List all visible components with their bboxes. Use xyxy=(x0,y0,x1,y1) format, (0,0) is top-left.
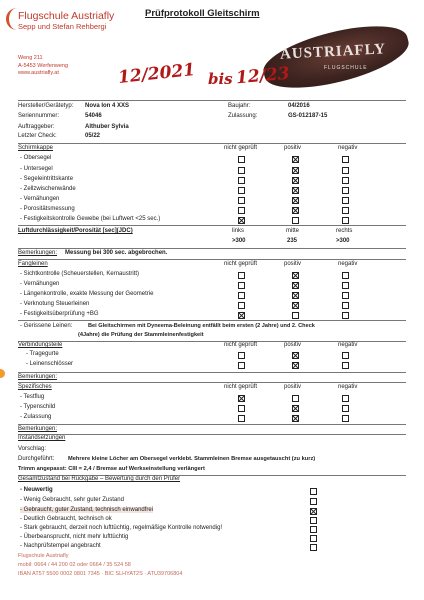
checkbox-not-checked[interactable] xyxy=(238,362,245,369)
company-address xyxy=(18,55,68,78)
type-value: Nova Ion 4 XXS xyxy=(85,103,130,109)
proposal-label: Vorschlag: xyxy=(18,446,47,452)
checkbox-not-checked[interactable] xyxy=(238,415,245,422)
header-not-checked: nicht geprüft xyxy=(224,145,258,151)
handwritten-date-to: 12/23 xyxy=(235,63,291,89)
checkbox-positive[interactable] xyxy=(292,395,299,402)
checkbox-positive[interactable] xyxy=(292,197,299,204)
section-title-overall: Gesamtzustand bei Rückgabe – Bewertung durch den Prüfer xyxy=(18,476,181,482)
header-positive: positiv xyxy=(284,261,302,267)
row-label: - Leinenschlösser xyxy=(26,361,74,367)
row-label: - Porositätsmessung xyxy=(20,206,75,212)
checkbox-positive[interactable] xyxy=(292,405,299,412)
divider xyxy=(18,382,406,383)
header-positive: positiv xyxy=(284,145,302,151)
row-label: - Segeleintrittskante xyxy=(20,176,74,182)
checkbox-negative[interactable] xyxy=(342,177,349,184)
footer-company: Flugschule Austriafly xyxy=(18,553,69,559)
document-title: Prüfprotokoll Gleitschirm xyxy=(145,8,260,19)
section-title-verbindungsteile: Verbindungsteile xyxy=(18,342,63,348)
checkbox-negative[interactable] xyxy=(342,217,349,224)
checkbox-positive[interactable] xyxy=(292,217,299,224)
header-not-checked: nicht geprüft xyxy=(224,261,258,267)
logo-text: AUSTRIAFLY xyxy=(279,41,387,63)
checkbox-not-checked[interactable] xyxy=(238,167,245,174)
overall-checkbox[interactable] xyxy=(310,535,317,542)
checkbox-positive[interactable] xyxy=(292,415,299,422)
checkbox-positive[interactable] xyxy=(292,272,299,279)
row-label: - Zulassung xyxy=(20,414,52,420)
checkbox-not-checked[interactable] xyxy=(238,272,245,279)
checkbox-negative[interactable] xyxy=(342,415,349,422)
trim-text: Trimm angepasst: CIII = 2,4 / Bremse auf Werkseinstellung verlängert xyxy=(18,466,205,472)
lastcheck-label: Letzter Check: xyxy=(18,133,57,139)
checkbox-negative[interactable] xyxy=(342,167,349,174)
overall-checkbox[interactable] xyxy=(310,498,317,505)
remarks-text: Messung bei 300 sec. abgebrochen. xyxy=(65,250,168,256)
checkbox-not-checked[interactable] xyxy=(238,197,245,204)
company-subtitle: Sepp und Stefan Rehbergi xyxy=(18,22,107,31)
checkbox-negative[interactable] xyxy=(342,156,349,163)
row-label: - Längenkontrolle, exakte Messung der Geometrie xyxy=(20,291,154,297)
address-line: A-5453 Werfenweng xyxy=(18,62,69,69)
porosity-value-middle: 235 xyxy=(287,238,298,244)
checkbox-not-checked[interactable] xyxy=(238,156,245,163)
checkbox-positive[interactable] xyxy=(292,312,299,319)
footer-bank: IBAN AT57 5500 0002 0801 7345 · BIC SLHYAT2S · ATU39706804 xyxy=(18,571,183,577)
address-line: Weng 211 xyxy=(18,55,43,61)
checkbox-not-checked[interactable] xyxy=(238,312,245,319)
checkbox-negative[interactable] xyxy=(342,282,349,289)
overall-row-label: - Neuwertig xyxy=(20,487,53,493)
client-label: Auftraggeber: xyxy=(18,124,55,130)
overall-row-label: - Nachprüfstempel angebracht xyxy=(20,543,101,549)
checkbox-positive[interactable] xyxy=(292,156,299,163)
overall-checkbox[interactable] xyxy=(310,488,317,495)
overall-checkbox[interactable] xyxy=(310,517,317,524)
remarks-label: Bemerkungen: xyxy=(18,374,58,380)
row-label: - Sichtkontrolle (Scheuerstellen, Kernaustritt) xyxy=(20,271,140,277)
company-name: Flugschule Austriafly xyxy=(18,10,115,22)
checkbox-not-checked[interactable] xyxy=(238,292,245,299)
checkbox-negative[interactable] xyxy=(342,352,349,359)
row-label: - Typenschild xyxy=(20,404,56,410)
remarks-label: Bemerkungen: xyxy=(18,426,58,432)
section-title-fangleinen: Fangleinen xyxy=(18,261,48,267)
header-negative: negativ xyxy=(338,261,358,267)
header-positive: positiv xyxy=(284,342,302,348)
lastcheck-value: 05/22 xyxy=(85,133,101,139)
checkbox-positive[interactable] xyxy=(292,177,299,184)
row-label: - Tragegurte xyxy=(26,351,59,357)
checkbox-negative[interactable] xyxy=(342,395,349,402)
approval-label: Zulassung: xyxy=(228,113,258,119)
checkbox-positive[interactable] xyxy=(292,302,299,309)
divider xyxy=(18,259,406,260)
header-negative: negativ xyxy=(338,145,358,151)
handwritten-date-from: 12/2021 xyxy=(117,60,197,88)
row-label: - Vernähungen xyxy=(20,196,60,202)
row-label: - Vernähungen xyxy=(20,281,60,287)
row-label: - Festigkeitsüberprüfung +BG xyxy=(20,311,99,317)
section-title-schirmkappe: Schirmkappe xyxy=(18,145,54,151)
checkbox-not-checked[interactable] xyxy=(238,207,245,214)
done-label: Durchgeführt: xyxy=(18,456,55,462)
divider xyxy=(18,225,406,226)
porosity-value-left: >300 xyxy=(232,238,246,244)
binder-hole xyxy=(0,369,5,378)
divider xyxy=(18,248,406,249)
checkbox-positive[interactable] xyxy=(292,167,299,174)
row-label: - Festigkeitskontrolle Gewebe (bei Luftwert <25 sec.) xyxy=(20,216,161,222)
footer-phone: mobil: 0664 / 44 200 02 oder 0664 / 35 524 58 xyxy=(18,562,131,568)
year-label: Baujahr: xyxy=(228,103,251,109)
handwritten-bis: bis xyxy=(208,70,233,88)
overall-row-label: - Deutlich Gebraucht, technisch ok xyxy=(20,516,112,522)
divider xyxy=(18,434,406,435)
checkbox-positive[interactable] xyxy=(292,292,299,299)
checkbox-not-checked[interactable] xyxy=(238,177,245,184)
header-negative: negativ xyxy=(338,342,358,348)
overall-row-label: - Stark gebraucht, derzeit noch lufttüchtig, regelmäßige Kontrolle notwendig! xyxy=(20,525,223,531)
row-label: - Testflug xyxy=(20,394,45,400)
done-text: Mehrere kleine Löcher am Obersegel verklebt. Stammleinen Bremse ausgetauscht (zu kurz) xyxy=(68,456,316,462)
checkbox-positive[interactable] xyxy=(292,352,299,359)
checkbox-positive[interactable] xyxy=(292,187,299,194)
remarks-label: Bemerkungen: xyxy=(18,250,58,256)
divider xyxy=(18,100,406,101)
overall-row-label: - Gebraucht, guter Zustand, technisch einwandfrei xyxy=(20,507,154,513)
checkbox-positive[interactable] xyxy=(292,362,299,369)
overall-checkbox[interactable] xyxy=(310,544,317,551)
row-label: - Obersegel xyxy=(20,155,52,161)
torn-lines-note: Bei Gleitschirmen mit Dyneema-Beleinung entfällt beim ersten (2 Jahre) und 2. Check xyxy=(88,323,315,329)
checkbox-not-checked[interactable] xyxy=(238,217,245,224)
checkbox-negative[interactable] xyxy=(342,292,349,299)
overall-checkbox[interactable] xyxy=(310,526,317,533)
checkbox-not-checked[interactable] xyxy=(238,395,245,402)
checkbox-negative[interactable] xyxy=(342,197,349,204)
overall-checkbox[interactable] xyxy=(310,508,317,515)
checkbox-negative[interactable] xyxy=(342,187,349,194)
checkbox-not-checked[interactable] xyxy=(238,302,245,309)
header-positive: positiv xyxy=(284,384,302,390)
section-title-spezifisches: Spezifisches xyxy=(18,384,52,390)
checkbox-positive[interactable] xyxy=(292,207,299,214)
logo-subtext: FLUGSCHULE xyxy=(324,65,368,71)
torn-lines-note-2: (4Jahre) die Prüfung der Stammleinenfestigkeit xyxy=(78,332,204,338)
overall-row-label: - Wenig Gebraucht, sehr guter Zustand xyxy=(20,497,124,503)
type-label: Hersteller/Gerätetyp: xyxy=(18,103,74,109)
torn-lines-label: - Gerissene Leinen: xyxy=(20,323,73,329)
client-value: Althuber Sylvia xyxy=(85,124,129,130)
checkbox-negative[interactable] xyxy=(342,302,349,309)
header-negative: negativ xyxy=(338,384,358,390)
divider xyxy=(18,320,406,321)
checkbox-not-checked[interactable] xyxy=(238,187,245,194)
serial-label: Seriennummer: xyxy=(18,113,60,119)
checkbox-negative[interactable] xyxy=(342,362,349,369)
checkbox-negative[interactable] xyxy=(342,312,349,319)
overall-row-label: - Überbeansprucht, nicht mehr lufttüchtig xyxy=(20,534,129,540)
divider xyxy=(18,143,406,144)
porosity-col-right: rechts xyxy=(336,228,353,234)
row-label: - Untersegel xyxy=(20,166,53,172)
address-line: www.austriafly.at xyxy=(18,70,59,76)
divider xyxy=(18,372,406,373)
porosity-value-right: >300 xyxy=(336,238,350,244)
checkbox-not-checked[interactable] xyxy=(238,405,245,412)
checkbox-not-checked[interactable] xyxy=(238,352,245,359)
checkbox-positive[interactable] xyxy=(292,282,299,289)
checkbox-negative[interactable] xyxy=(342,207,349,214)
year-value: 04/2016 xyxy=(288,103,310,109)
header-not-checked: nicht geprüft xyxy=(224,384,258,390)
porosity-col-left: links xyxy=(232,228,245,234)
section-title-instandsetzungen: Instandsetzungen xyxy=(18,435,66,441)
checkbox-not-checked[interactable] xyxy=(238,282,245,289)
serial-value: 54046 xyxy=(85,113,102,119)
header-not-checked: nicht geprüft xyxy=(224,342,258,348)
approval-value: GS-012187-15 xyxy=(288,113,328,119)
porosity-label: Luftdurchlässigkeit/Porosität [sec](JDC) xyxy=(18,228,133,234)
checkbox-negative[interactable] xyxy=(342,405,349,412)
divider xyxy=(18,424,406,425)
row-label: - Verknotung Steuerleinen xyxy=(20,301,90,307)
row-label: - Zellzwischenwände xyxy=(20,186,76,192)
checkbox-negative[interactable] xyxy=(342,272,349,279)
porosity-col-middle: mitte xyxy=(286,228,300,234)
